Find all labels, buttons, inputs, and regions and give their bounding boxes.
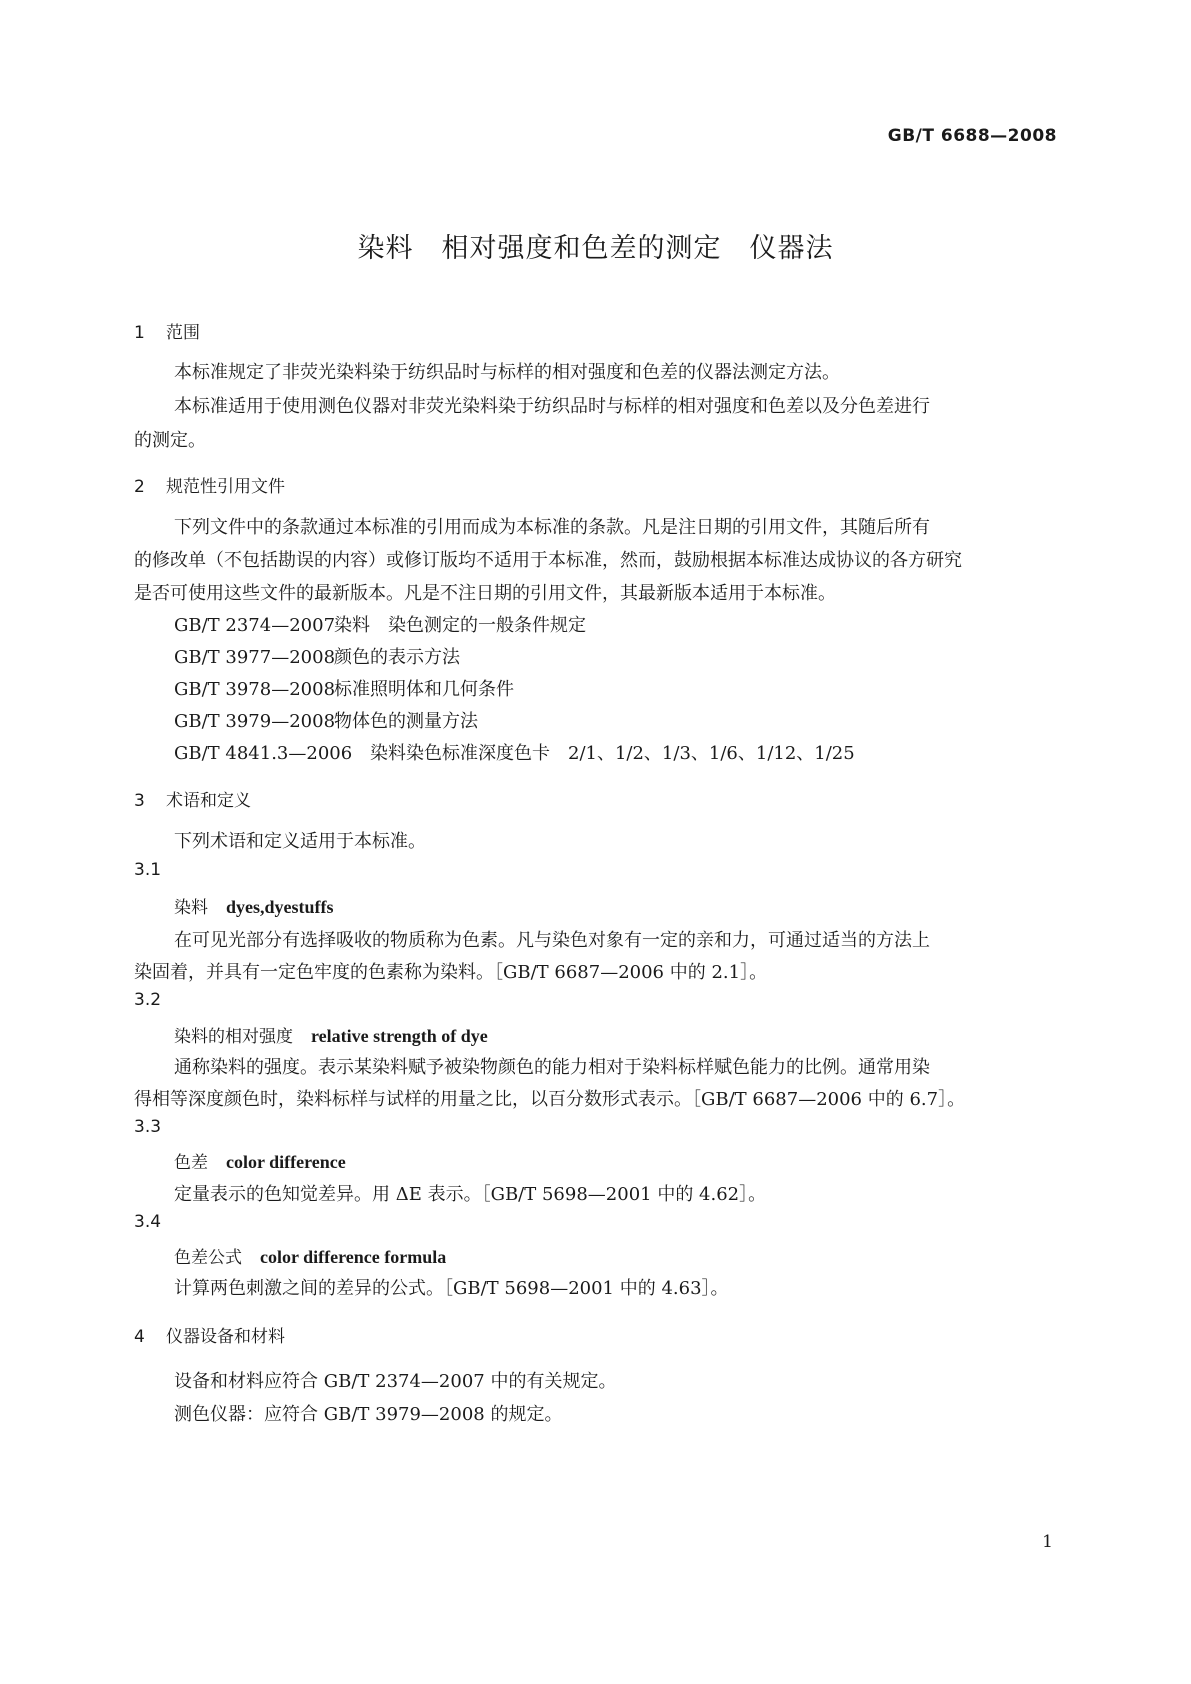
paragraph: 是否可使用这些文件的最新版本。凡是不注日期的引用文件，其最新版本适用于本标准。	[134, 583, 836, 604]
reference-item	[174, 739, 855, 765]
reference-title: 染料 染色测定的一般条件规定	[334, 615, 586, 636]
standard-code: GB/T 6688—2008	[887, 126, 1057, 146]
term-chinese: 色差	[174, 1153, 208, 1173]
reference-item	[174, 643, 460, 669]
term-english: relative strength of dye	[311, 1026, 488, 1046]
section-title: 仪器设备和材料	[166, 1327, 285, 1347]
reference-code: GB/T 4841.3—2006	[174, 743, 353, 764]
section-title: 规范性引用文件	[166, 477, 285, 497]
paragraph: 测色仪器：应符合 GB/T 3979—2008 的规定。	[174, 1404, 563, 1425]
section-1-heading	[134, 318, 200, 343]
reference-item	[174, 611, 586, 637]
reference-title: 颜色的表示方法	[334, 647, 460, 668]
term-chinese: 色差公式	[174, 1248, 242, 1268]
section-number: 2	[134, 477, 145, 497]
clause-number: 3.4	[134, 1212, 162, 1232]
paragraph: 设备和材料应符合 GB/T 2374—2007 中的有关规定。	[174, 1371, 617, 1392]
term-chinese: 染料	[174, 898, 208, 918]
reference-title: 标准照明体和几何条件	[334, 679, 514, 700]
term-entry	[174, 893, 334, 918]
reference-code: GB/T 2374—2007	[174, 615, 336, 636]
reference-title: 染料染色标准深度色卡 2/1、1/2、1/3、1/6、1/12、1/25	[370, 743, 855, 764]
reference-item	[174, 707, 478, 733]
paragraph: 本标准规定了非荧光染料染于纺织品时与标样的相对强度和色差的仪器法测定方法。	[174, 362, 840, 383]
section-4-heading	[134, 1322, 285, 1347]
document-title: 染料 相对强度和色差的测定 仪器法	[357, 233, 834, 264]
reference-code: GB/T 3979—2008	[174, 711, 336, 732]
term-english: dyes,dyestuffs	[226, 897, 334, 917]
definition: 计算两色刺激之间的差异的公式。［GB/T 5698—2001 中的 4.63］。	[174, 1278, 729, 1299]
term-entry	[174, 1022, 488, 1047]
section-2-heading	[134, 472, 285, 497]
definition: 通称染料的强度。表示某染料赋予被染物颜色的能力相对于染料标样赋色能力的比例。通常用染	[174, 1057, 930, 1078]
term-entry	[174, 1148, 346, 1173]
section-title: 范围	[166, 323, 200, 343]
section-number: 4	[134, 1327, 145, 1347]
term-english: color difference	[226, 1152, 346, 1172]
clause-number: 3.2	[134, 990, 162, 1010]
term-english: color difference formula	[260, 1247, 447, 1267]
paragraph: 下列术语和定义适用于本标准。	[174, 831, 426, 852]
reference-item	[174, 675, 514, 701]
term-entry	[174, 1243, 446, 1268]
paragraph: 的测定。	[134, 430, 206, 451]
page-number: 1	[1042, 1532, 1053, 1552]
paragraph: 下列文件中的条款通过本标准的引用而成为本标准的条款。凡是注日期的引用文件，其随后所有	[174, 517, 930, 538]
paragraph: 本标准适用于使用测色仪器对非荧光染料染于纺织品时与标样的相对强度和色差以及分色差进行	[174, 396, 930, 417]
section-number: 1	[134, 323, 145, 343]
definition: 得相等深度颜色时，染料标样与试样的用量之比，以百分数形式表示。［GB/T 6687—2006 中的 6.7］。	[134, 1089, 966, 1110]
section-title: 术语和定义	[166, 791, 251, 811]
definition: 在可见光部分有选择吸收的物质称为色素。凡与染色对象有一定的亲和力，可通过适当的方法上	[174, 930, 930, 951]
clause-number: 3.1	[134, 860, 162, 880]
section-number: 3	[134, 791, 145, 811]
clause-number: 3.3	[134, 1117, 162, 1137]
paragraph: 的修改单（不包括勘误的内容）或修订版均不适用于本标准，然而，鼓励根据本标准达成协议的各方研究	[134, 550, 962, 571]
term-chinese: 染料的相对强度	[174, 1027, 293, 1047]
reference-code: GB/T 3977—2008	[174, 647, 336, 668]
reference-title: 物体色的测量方法	[334, 711, 478, 732]
definition: 染固着，并具有一定色牢度的色素称为染料。［GB/T 6687—2006 中的 2.1］。	[134, 962, 768, 983]
reference-code: GB/T 3978—2008	[174, 679, 336, 700]
section-3-heading	[134, 786, 251, 811]
definition: 定量表示的色知觉差异。用 ΔE 表示。［GB/T 5698—2001 中的 4.62］。	[174, 1184, 767, 1205]
